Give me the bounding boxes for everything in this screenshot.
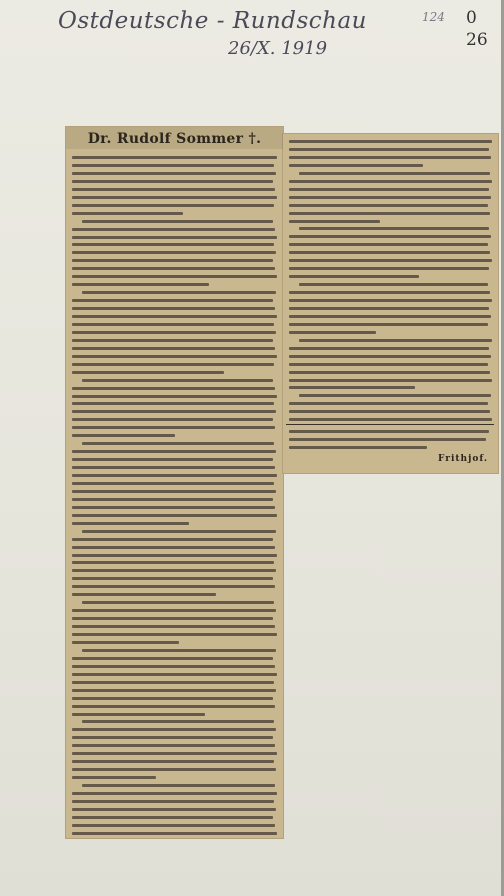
text-line bbox=[72, 657, 273, 660]
text-line bbox=[289, 243, 488, 246]
text-line bbox=[289, 410, 490, 413]
text-line bbox=[289, 402, 488, 405]
text-line bbox=[72, 506, 275, 509]
text-line bbox=[72, 347, 275, 350]
text-line bbox=[289, 164, 423, 167]
text-line bbox=[289, 180, 492, 183]
text-line bbox=[289, 212, 490, 215]
text-line bbox=[72, 458, 273, 461]
text-line bbox=[289, 307, 489, 310]
text-line bbox=[72, 402, 274, 405]
text-line bbox=[72, 243, 274, 246]
text-line bbox=[289, 196, 491, 199]
handwritten-date: 26/X. 1919 bbox=[228, 38, 328, 59]
column-divider-rule bbox=[286, 424, 494, 425]
text-line bbox=[72, 212, 183, 215]
text-line bbox=[289, 275, 419, 278]
text-line bbox=[289, 267, 489, 270]
newspaper-clipping-right-column bbox=[283, 134, 498, 473]
text-line bbox=[82, 291, 276, 294]
text-line bbox=[72, 689, 276, 692]
text-line bbox=[72, 514, 277, 517]
text-line bbox=[72, 752, 277, 755]
text-line bbox=[72, 339, 273, 342]
text-line bbox=[82, 649, 276, 652]
author-signature: Frithjof. bbox=[438, 454, 489, 464]
text-line bbox=[289, 299, 492, 302]
text-line bbox=[72, 395, 277, 398]
text-line bbox=[289, 251, 490, 254]
text-line bbox=[72, 315, 277, 318]
text-line bbox=[72, 800, 274, 803]
text-line bbox=[72, 188, 275, 191]
text-line bbox=[299, 227, 489, 230]
text-line bbox=[72, 482, 274, 485]
text-line bbox=[289, 140, 492, 143]
text-line bbox=[72, 824, 275, 827]
text-line bbox=[289, 418, 492, 421]
text-line bbox=[72, 776, 156, 779]
text-line bbox=[72, 625, 275, 628]
text-line bbox=[289, 156, 491, 159]
text-line bbox=[72, 323, 274, 326]
text-line bbox=[72, 760, 274, 763]
text-line bbox=[72, 331, 276, 334]
text-line bbox=[72, 355, 277, 358]
text-line bbox=[72, 554, 277, 557]
text-line bbox=[289, 188, 489, 191]
handwritten-newspaper-title: Ostdeutsche - Rundschau bbox=[58, 8, 367, 34]
text-line bbox=[289, 259, 492, 262]
text-line bbox=[289, 379, 492, 382]
text-line bbox=[289, 315, 491, 318]
text-line bbox=[72, 593, 216, 596]
text-line bbox=[289, 235, 491, 238]
text-line bbox=[82, 442, 274, 445]
page-number-bottom: 26 bbox=[466, 30, 488, 50]
text-line bbox=[289, 291, 490, 294]
text-line bbox=[72, 808, 276, 811]
text-line bbox=[72, 363, 274, 366]
text-line bbox=[289, 446, 427, 449]
text-line bbox=[289, 438, 486, 441]
text-line bbox=[72, 418, 273, 421]
text-line bbox=[72, 522, 189, 525]
text-line bbox=[72, 617, 273, 620]
text-line bbox=[72, 307, 275, 310]
text-line bbox=[289, 148, 489, 151]
text-line bbox=[72, 228, 275, 231]
text-line bbox=[289, 363, 488, 366]
text-line bbox=[72, 768, 276, 771]
text-line bbox=[299, 339, 492, 342]
text-line bbox=[82, 720, 274, 723]
text-line bbox=[299, 394, 491, 397]
text-line bbox=[72, 744, 275, 747]
text-line bbox=[82, 784, 275, 787]
text-line bbox=[72, 450, 276, 453]
text-line bbox=[299, 283, 488, 286]
text-line bbox=[289, 347, 489, 350]
text-line bbox=[82, 220, 273, 223]
text-line bbox=[289, 386, 415, 389]
text-line bbox=[72, 180, 273, 183]
text-line bbox=[82, 601, 274, 604]
text-line bbox=[289, 204, 488, 207]
text-line bbox=[82, 530, 276, 533]
text-line bbox=[72, 387, 275, 390]
text-line bbox=[72, 713, 205, 716]
text-line bbox=[72, 705, 275, 708]
text-line bbox=[72, 546, 275, 549]
text-line bbox=[72, 633, 277, 636]
page-number-top: 0 bbox=[466, 8, 477, 28]
text-line bbox=[72, 490, 276, 493]
text-line bbox=[289, 371, 490, 374]
text-line bbox=[72, 283, 209, 286]
text-line bbox=[72, 251, 276, 254]
text-line bbox=[72, 164, 274, 167]
text-line bbox=[72, 792, 277, 795]
text-line bbox=[72, 299, 273, 302]
text-line bbox=[289, 355, 491, 358]
text-line bbox=[72, 156, 277, 159]
text-line bbox=[289, 220, 380, 223]
text-line bbox=[72, 697, 273, 700]
text-line bbox=[72, 665, 275, 668]
text-line bbox=[72, 410, 276, 413]
text-line bbox=[72, 832, 277, 835]
text-line bbox=[72, 196, 277, 199]
clipping-headline: Dr. Rudolf Sommer †. bbox=[87, 131, 262, 147]
text-line bbox=[72, 172, 276, 175]
text-line bbox=[289, 430, 489, 433]
text-line bbox=[72, 498, 273, 501]
text-line bbox=[72, 434, 175, 437]
text-line bbox=[72, 538, 273, 541]
text-line bbox=[72, 609, 276, 612]
text-line bbox=[72, 673, 277, 676]
text-line bbox=[72, 577, 273, 580]
text-line bbox=[72, 426, 275, 429]
text-line bbox=[289, 323, 488, 326]
text-line bbox=[72, 236, 277, 239]
text-line bbox=[72, 736, 273, 739]
text-line bbox=[72, 728, 276, 731]
text-line bbox=[72, 585, 275, 588]
text-line bbox=[72, 681, 274, 684]
text-line bbox=[72, 466, 275, 469]
text-line bbox=[72, 816, 273, 819]
text-line bbox=[72, 267, 275, 270]
text-line bbox=[289, 331, 376, 334]
text-line bbox=[82, 379, 273, 382]
text-line bbox=[72, 474, 277, 477]
text-line bbox=[72, 275, 277, 278]
text-line bbox=[299, 172, 490, 175]
headline-band bbox=[66, 127, 283, 149]
text-line bbox=[72, 371, 224, 374]
archive-mark: 124 bbox=[422, 10, 445, 24]
text-line bbox=[72, 204, 274, 207]
text-line bbox=[72, 569, 276, 572]
text-line bbox=[72, 561, 274, 564]
text-line bbox=[72, 641, 179, 644]
text-line bbox=[72, 259, 273, 262]
